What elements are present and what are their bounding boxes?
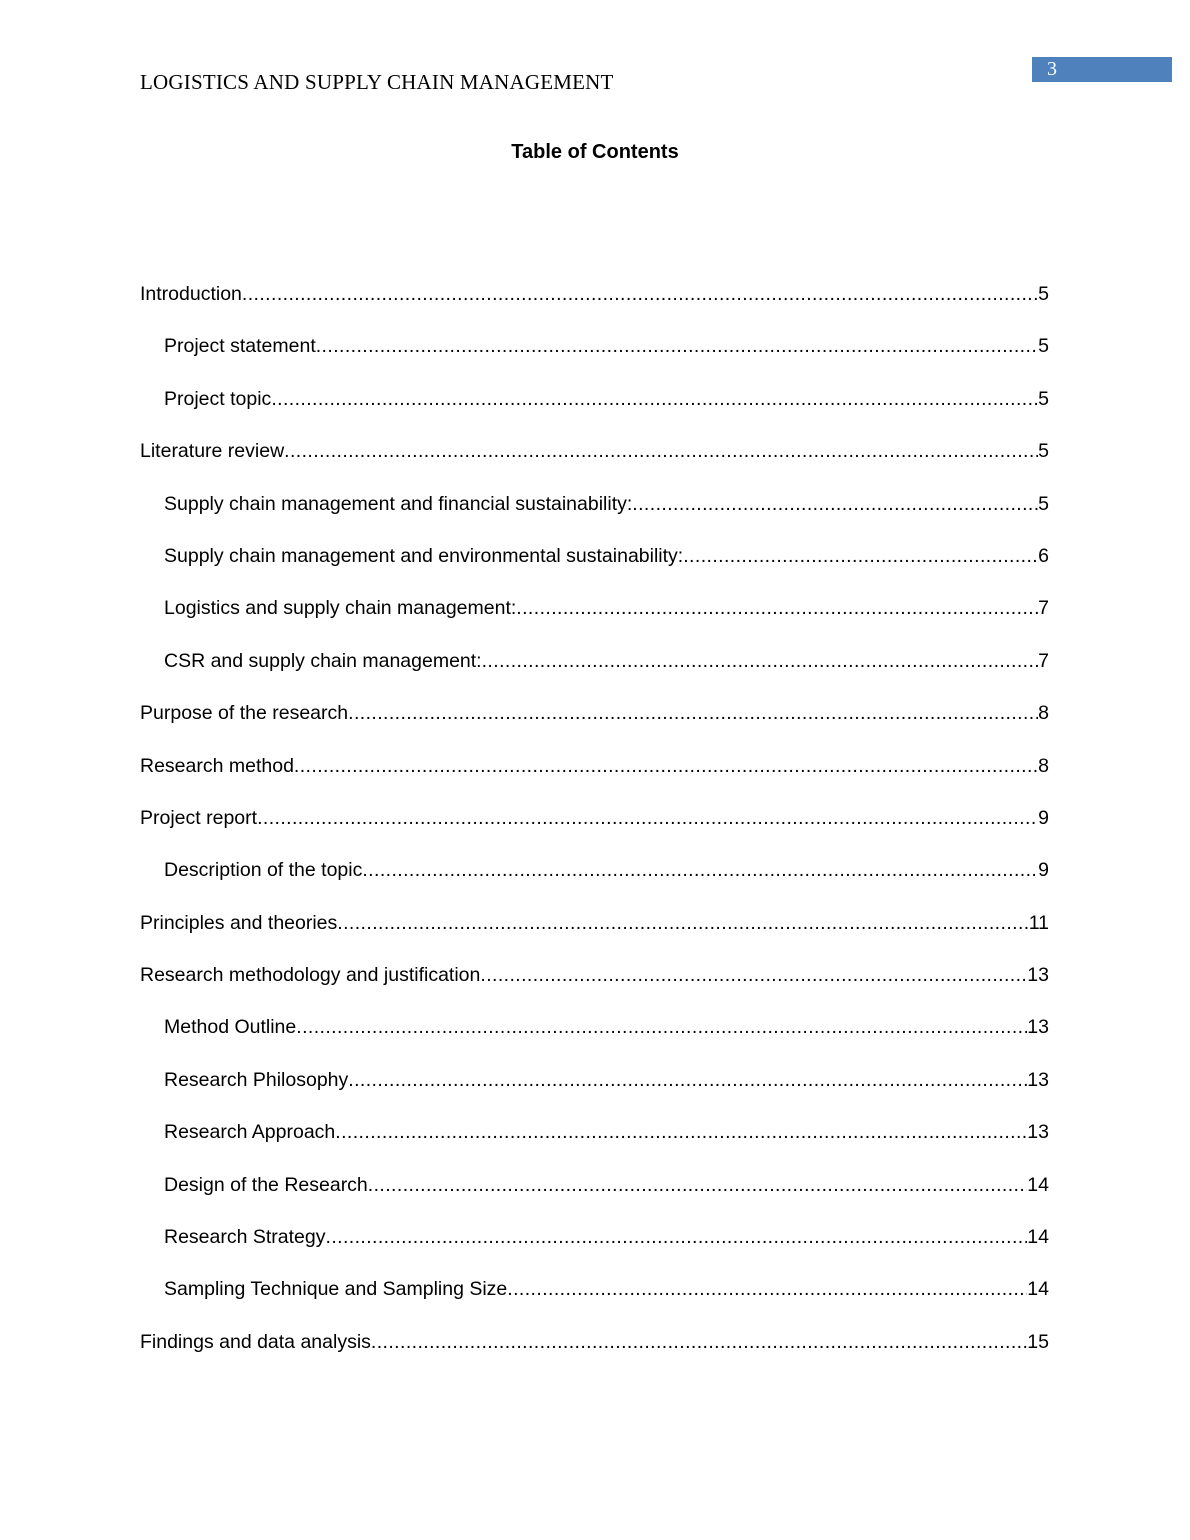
table-of-contents [140, 280, 1049, 1380]
toc-leader-dots [516, 594, 1038, 622]
toc-entry-label: Literature review [140, 440, 285, 463]
toc-entry-label: Design of the Research [164, 1173, 368, 1196]
toc-leader-dots [632, 490, 1038, 518]
toc-entry-page: 13 [1027, 1016, 1049, 1039]
toc-leader-dots [296, 1013, 1027, 1041]
toc-leader-dots [348, 699, 1038, 727]
toc-entry-literature-review[interactable] [140, 437, 1049, 489]
toc-entry-page: 8 [1038, 702, 1049, 725]
toc-leader-dots [284, 437, 1038, 465]
toc-entry-page: 14 [1027, 1278, 1049, 1301]
toc-entry-page: 5 [1038, 492, 1049, 515]
toc-entry-label: Findings and data analysis [140, 1330, 371, 1353]
toc-leader-dots [683, 542, 1038, 570]
toc-leader-dots [326, 1223, 1028, 1251]
toc-leader-dots [337, 909, 1028, 937]
toc-leader-dots [348, 1066, 1027, 1094]
toc-entry-research-method[interactable] [140, 752, 1049, 804]
toc-entry-page: 5 [1038, 440, 1049, 463]
toc-leader-dots [294, 752, 1038, 780]
toc-entry-label: Introduction [140, 283, 242, 305]
toc-entry-project-topic[interactable] [140, 385, 1049, 437]
toc-leader-dots [368, 1171, 1028, 1199]
toc-entry-label: Research Approach [164, 1121, 336, 1144]
toc-entry-csr-scm[interactable] [140, 647, 1049, 699]
toc-entry-sampling-technique[interactable] [140, 1275, 1049, 1327]
toc-entry-label: Research methodology and justification [140, 964, 481, 987]
toc-leader-dots [257, 804, 1038, 832]
toc-entry-page: 5 [1038, 387, 1049, 410]
toc-entry-purpose-of-research[interactable] [140, 699, 1049, 751]
toc-entry-label: CSR and supply chain management: [164, 649, 482, 672]
toc-leader-dots [480, 961, 1027, 989]
toc-leader-dots [371, 1328, 1027, 1356]
toc-entry-page: 5 [1038, 283, 1049, 305]
toc-entry-research-methodology[interactable] [140, 961, 1049, 1013]
toc-entry-principles-and-theories[interactable] [140, 909, 1049, 961]
toc-entry-label: Project report [140, 806, 258, 829]
toc-leader-dots [507, 1275, 1027, 1303]
toc-entry-label: Project statement [164, 335, 316, 358]
toc-leader-dots [242, 280, 1038, 308]
toc-entry-label: Supply chain management and environmental sustainability: [164, 544, 684, 567]
toc-entry-label: Description of the topic [164, 859, 363, 882]
toc-entry-page: 9 [1038, 859, 1049, 882]
toc-leader-dots [335, 1118, 1027, 1146]
toc-entry-label: Logistics and supply chain management: [164, 597, 517, 620]
toc-entry-page: 11 [1028, 911, 1049, 934]
toc-entry-research-strategy[interactable] [140, 1223, 1049, 1275]
toc-entry-label: Research Philosophy [164, 1068, 349, 1091]
toc-entry-method-outline[interactable] [140, 1013, 1049, 1065]
toc-entry-label: Purpose of the research [140, 702, 349, 725]
toc-leader-dots [482, 647, 1039, 675]
toc-leader-dots [316, 332, 1038, 360]
toc-entry-page: 13 [1027, 1068, 1049, 1091]
toc-entry-scm-environmental-sustainability[interactable] [140, 542, 1049, 594]
toc-entry-page: 14 [1027, 1226, 1049, 1249]
toc-entry-label: Sampling Technique and Sampling Size [164, 1278, 508, 1301]
toc-entry-label: Research method [140, 754, 294, 777]
toc-entry-label: Research Strategy [164, 1226, 326, 1249]
toc-entry-page: 13 [1027, 1121, 1049, 1144]
toc-entry-page: 13 [1027, 964, 1049, 987]
toc-entry-design-of-research[interactable] [140, 1171, 1049, 1223]
toc-entry-page: 8 [1038, 754, 1049, 777]
toc-entry-label: Principles and theories [140, 911, 338, 934]
toc-entry-page: 7 [1038, 597, 1049, 620]
page-number: 3 [1047, 58, 1057, 80]
toc-entry-label: Project topic [164, 387, 272, 410]
toc-entry-logistics-scm[interactable] [140, 594, 1049, 646]
toc-leader-dots [362, 856, 1038, 884]
toc-entry-page: 7 [1038, 649, 1049, 672]
toc-entry-description-of-topic[interactable] [140, 856, 1049, 908]
toc-entry-scm-financial-sustainability[interactable] [140, 490, 1049, 542]
toc-entry-page: 5 [1038, 335, 1049, 358]
toc-entry-page: 6 [1038, 544, 1049, 567]
toc-entry-introduction[interactable] [140, 280, 1049, 332]
toc-entry-findings-and-analysis[interactable] [140, 1328, 1049, 1380]
toc-entry-page: 9 [1038, 806, 1049, 829]
toc-entry-page: 15 [1027, 1330, 1049, 1353]
toc-title: Table of Contents [511, 141, 679, 163]
page-number-badge [1032, 57, 1172, 82]
toc-entry-project-statement[interactable] [140, 332, 1049, 384]
toc-entry-page: 14 [1027, 1173, 1049, 1196]
toc-leader-dots [271, 385, 1038, 413]
toc-entry-label: Method Outline [164, 1016, 297, 1039]
toc-entry-research-philosophy[interactable] [140, 1066, 1049, 1118]
running-head: LOGISTICS AND SUPPLY CHAIN MANAGEMENT [140, 70, 614, 94]
toc-entry-project-report[interactable] [140, 804, 1049, 856]
toc-entry-research-approach[interactable] [140, 1118, 1049, 1170]
toc-entry-label: Supply chain management and financial sustainability: [164, 492, 633, 515]
